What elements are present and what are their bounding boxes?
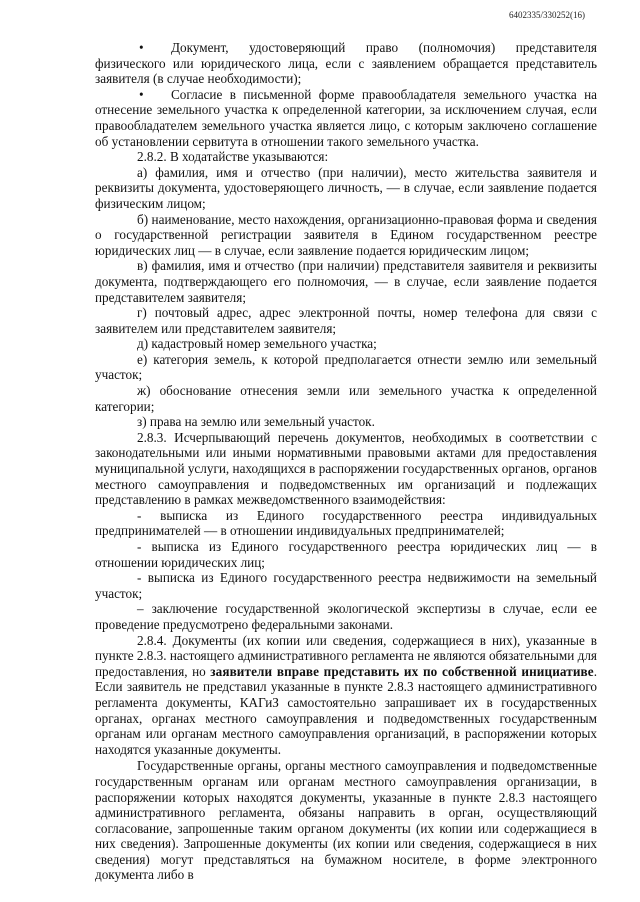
paragraph: д) кадастровый номер земельного участка; — [137, 336, 377, 352]
paragraph: з) права на землю или земельный участок. — [137, 414, 375, 430]
document-id: 6402335/330252(16) — [509, 10, 585, 20]
paragraph: - выписка из Единого государственного реестра индивидуальных предпринимателей — в отношении индивидуальных предпринимателей; — [95, 507, 597, 539]
paragraph: 2.8.2. В ходатайстве указываются: — [137, 149, 329, 165]
paragraph: Государственные органы, органы местного самоуправления и подведомственные государственным органам или органам местного самоуправления организации, в распоряжении которых находятся документы, указанные в пункте 2.8.3 настоящего административного регламента, обязаны направить в орган, осуществляющий согласование, запрошенные таким органом документы (их копии или содержащиеся в них сведения). Запрошенные документы (их копии или сведения, содержащиеся в них сведения) могут представляться на бумажном носителе, в форме электронного документа либо в — [95, 758, 597, 883]
paragraph: а) фамилия, имя и отчество (при наличии), место жительства заявителя и реквизиты документа, удостоверяющего личность, — в случае, если заявление подается физическим лицом; — [95, 164, 597, 211]
paragraph: г) почтовый адрес, адрес электронной почты, номер телефона для связи с заявителем или представителем заявителя; — [95, 305, 597, 336]
bullet-icon: • — [139, 40, 144, 55]
paragraph: - выписка из Единого государственного реестра юридических лиц — в отношении юридических лиц; — [95, 539, 597, 570]
paragraph: 2.8.3. Исчерпывающий перечень документов, необходимых в соответствии с законодательными или иными нормативными правовыми актами для предоставления муниципальной услуги, находящихся в распоряжении государственных органов, органов местного самоуправления и подведомственных им организаций и подлежащих представлению в рамках межведомственного взаимодействия: — [95, 429, 597, 508]
list-item: • Согласие в письменной форме правообладателя земельного участка на отнесение земельного участка к определенной категории, за исключением случая, если правообладателем земельного участка является лицо, с которым заключено соглашение об установлении сервитута в отношении такого земельного участка. — [95, 86, 597, 149]
document-body — [95, 40, 597, 883]
paragraph: – заключение государственной экологической экспертизы в случае, если ее проведение предусмотрено федеральными законами. — [95, 601, 597, 632]
paragraph: в) фамилия, имя и отчество (при наличии) представителя заявителя и реквизиты документа, подтверждающего его полномочия, — в случае, если заявление подается представителем заявителя; — [95, 258, 597, 305]
paragraph: 2.8.4. Документы (их копии или сведения, содержащиеся в них), указанные в пункте 2.8.3. настоящего административного регламента не являются обязательными для предоставления, но заявители вправе представить их по собственной инициативе. Если заявитель не представил указанные в пункте 2.8.3 настоящего административного регламента документы, КАГиЗ самостоятельно запрашивает их в государственных органах, органах местного самоуправления и подведомственных государственным органам или органам местного самоуправления организаций, в распоряжении которых находятся указанные документы. — [95, 632, 597, 757]
paragraph: - выписка из Единого государственного реестра недвижимости на земельный участок; — [95, 570, 597, 601]
paragraph: ж) обоснование отнесения земли или земельного участка к определенной категории; — [95, 383, 597, 414]
paragraph: б) наименование, место нахождения, организационно-правовая форма и сведения о государственной регистрации заявителя в Едином государственном реестре юридических лиц — в случае, если заявление подается юридическим лицом; — [95, 211, 597, 258]
list-item: • Документ, удостоверяющий право (полномочия) представителя физического или юридического лица, если с заявлением обращается представитель заявителя (в случае необходимости); — [95, 40, 597, 87]
emphasis-text: заявители вправе представить их по собственной инициативе — [210, 663, 594, 679]
paragraph: е) категория земель, к которой предполагается отнести землю или земельный участок; — [95, 351, 597, 383]
bullet-icon: • — [139, 86, 144, 102]
